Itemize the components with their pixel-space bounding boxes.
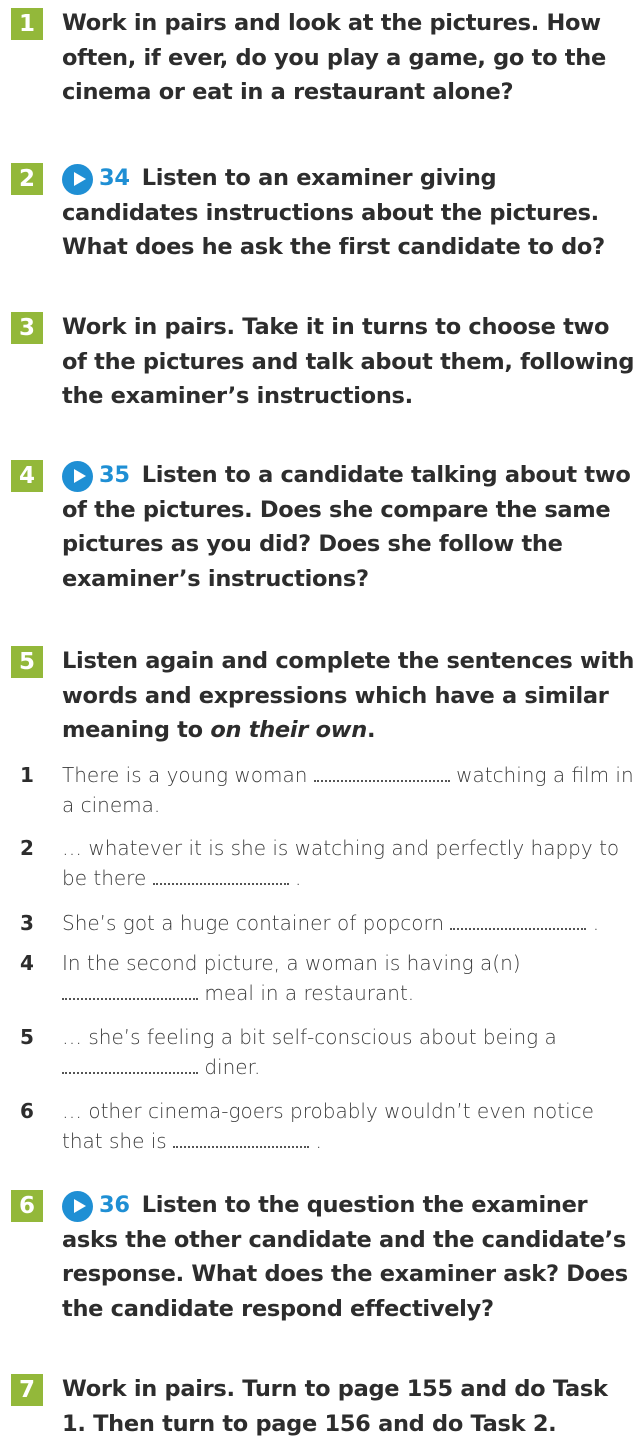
sentence-before: … other cinema-goers probably wouldn’t even notice that she is (62, 1099, 594, 1153)
audio-track-number: 36 (99, 1192, 130, 1218)
task-number-badge: 5 (11, 646, 43, 678)
sentence-number: 4 (20, 951, 34, 975)
sentence-text (62, 760, 638, 820)
task-number-badge: 1 (11, 8, 43, 40)
task-instruction (62, 458, 638, 596)
task-instruction-text: Listen again and complete the sentences with words and expressions which have a similar meaning to (62, 648, 635, 743)
sentence-text (62, 908, 638, 938)
audio-track-number: 35 (99, 462, 130, 488)
sentence-number: 3 (20, 911, 34, 935)
sentence-after: . (315, 1129, 322, 1153)
answer-blank[interactable] (450, 910, 586, 930)
task-instruction-text: Listen to a candidate talking about two of the pictures. Does she compare the same pictures as you did? Does she follow the examiner’s instructions? (62, 462, 631, 592)
task-instruction-end: . (367, 717, 376, 743)
audio-track-button[interactable] (62, 1188, 130, 1223)
play-icon (62, 1191, 93, 1222)
sentence-after: . (592, 911, 600, 935)
sentence-before: There is a young woman (62, 763, 308, 787)
task-instruction (62, 161, 638, 265)
sentence-number: 2 (20, 836, 34, 860)
sentence-number: 1 (20, 763, 34, 787)
play-icon (62, 164, 93, 195)
sentence-text (62, 833, 638, 893)
audio-track-number: 34 (99, 165, 130, 191)
sentence-number: 5 (20, 1025, 34, 1049)
sentence-text (62, 948, 638, 1008)
task-instruction (62, 1188, 638, 1326)
answer-blank[interactable] (153, 865, 289, 885)
sentence-after: meal in a restaurant. (204, 981, 415, 1005)
task-number-badge: 3 (11, 312, 43, 344)
sentence-before: In the second picture, a woman is having a(n) (62, 951, 521, 975)
task-instruction: Work in pairs. Turn to page 155 and do Task 1. Then turn to page 156 and do Task 2. (62, 1376, 608, 1437)
task-number-badge: 7 (11, 1374, 43, 1406)
task-number-badge: 2 (11, 163, 43, 195)
answer-blank[interactable] (62, 1054, 198, 1074)
audio-track-button[interactable] (62, 161, 130, 196)
sentence-after: watching a film in a cinema. (62, 763, 634, 817)
play-icon (62, 461, 93, 492)
sentence-text (62, 1096, 638, 1156)
task-instruction: Work in pairs. Take it in turns to choose two of the pictures and talk about them, following the examiner’s instructions. (62, 314, 635, 409)
sentence-before: … she’s feeling a bit self-conscious about being a (62, 1025, 557, 1049)
sentence-before: She’s got a huge container of popcorn (62, 911, 445, 935)
answer-blank[interactable] (173, 1128, 309, 1148)
sentence-after: . (295, 866, 302, 890)
sentence-before: … whatever it is she is watching and perfectly happy to be there (62, 836, 620, 890)
task-number-badge: 4 (11, 460, 43, 492)
task-instruction (62, 644, 638, 748)
sentence-text (62, 1022, 638, 1082)
task-instruction-italic: on their own (210, 717, 367, 743)
answer-blank[interactable] (314, 762, 450, 782)
sentence-after: diner. (204, 1055, 261, 1079)
sentence-number: 6 (20, 1099, 34, 1123)
audio-track-button[interactable] (62, 458, 130, 493)
task-number-badge: 6 (11, 1190, 43, 1222)
task-instruction-text: Listen to the question the examiner asks the other candidate and the candidate’s response. What does the examiner ask? Does the candidate respond effectively? (62, 1192, 628, 1322)
task-instruction-text: Listen to an examiner giving candidates instructions about the pictures. What does he ask the first candidate to do? (62, 165, 605, 260)
task-instruction: Work in pairs and look at the pictures. How often, if ever, do you play a game, go to the cinema or eat in a restaurant alone? (62, 10, 606, 105)
answer-blank[interactable] (62, 980, 198, 1000)
